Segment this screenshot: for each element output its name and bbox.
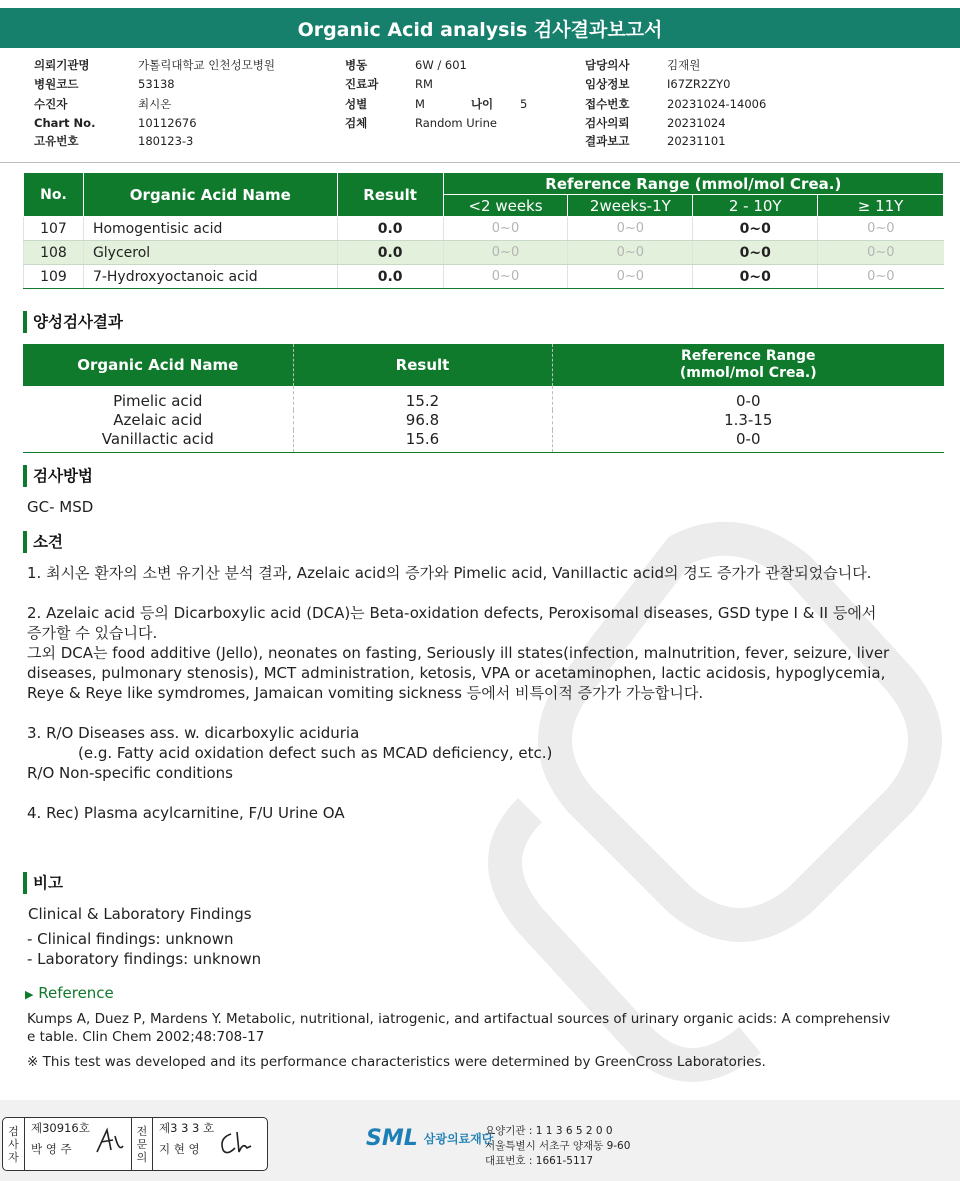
- info-label: 병원코드: [34, 77, 79, 92]
- row-ref: 0~0: [568, 241, 693, 265]
- table-row: [23, 430, 944, 452]
- col-header-name: Organic Acid Name: [83, 173, 337, 217]
- method-heading: 검사방법: [23, 465, 93, 487]
- info-label: 검사의뢰: [585, 116, 630, 131]
- row-name: Homogentisic acid: [83, 217, 337, 241]
- examiner-info: [25, 1118, 131, 1170]
- remarks-clinical: - Clinical findings: unknown: [27, 930, 234, 948]
- row-ref: 0~0: [818, 265, 944, 289]
- info-label: 성별: [345, 96, 368, 111]
- table-row: [24, 217, 944, 241]
- reference-line1: Kumps A, Duez P, Mardens Y. Metabolic, nutritional, iatrogenic, and artifactual sources of urinary organic acids: A comprehensiv: [27, 1011, 891, 1027]
- label-char: 검: [8, 1124, 19, 1138]
- row-ref: 1.3-15: [724, 411, 773, 429]
- row-ref: 0-0: [736, 392, 761, 410]
- finding-2-line2: 증가할 수 있습니다.: [27, 624, 158, 642]
- info-label: 접수번호: [585, 96, 630, 111]
- subheader-age: 2weeks-1Y: [568, 195, 693, 217]
- subheader-age: <2 weeks: [443, 195, 568, 217]
- row-result: 15.6: [293, 430, 552, 452]
- table-row: [24, 265, 944, 289]
- info-label: 진료과: [345, 77, 379, 92]
- examiner-id: 제30916호: [31, 1121, 90, 1135]
- row-ref: 0-0: [552, 430, 944, 452]
- col-header-result: Result: [337, 173, 443, 217]
- examiner-signature: [93, 1126, 127, 1158]
- row-result: 96.8: [293, 410, 552, 430]
- specialist-signature: [217, 1128, 255, 1158]
- label-char: 사: [8, 1137, 19, 1151]
- positive-results-table: [23, 344, 944, 453]
- row-ref: 0~0: [443, 265, 568, 289]
- row-ref: 0~0: [568, 265, 693, 289]
- finding-3-line1: 3. R/O Diseases ass. w. dicarboxylic aciduria: [27, 724, 360, 742]
- reference-label: Reference Range: [680, 348, 816, 364]
- row-no: 109: [24, 265, 84, 289]
- signature-box: [2, 1117, 268, 1171]
- row-ref: 0~0: [693, 265, 818, 289]
- info-value: I67ZR2ZY0: [667, 77, 731, 92]
- patient-info-col1: [34, 55, 275, 149]
- disclaimer-note: ※ This test was developed and its performance characteristics were determined by GreenCross Laboratories.: [27, 1054, 766, 1070]
- info-value: 10112676: [138, 116, 197, 131]
- table-row: [24, 241, 944, 265]
- table-row: [23, 410, 944, 430]
- row-no: 108: [24, 241, 84, 265]
- info-value: 180123-3: [138, 134, 194, 148]
- remarks-laboratory: - Laboratory findings: unknown: [27, 950, 262, 968]
- finding-2-line3: 그외 DCA는 food additive (Jello), neonates on fasting, Seriously ill states(infection, malnutrition, fever, seizure, liver: [27, 644, 890, 662]
- info-value: 김재원: [667, 57, 701, 72]
- method-text: GC- MSD: [27, 498, 94, 516]
- row-ref: 0~0: [568, 217, 693, 241]
- col-header-result: Result: [293, 344, 552, 386]
- row-ref: 0~0: [818, 217, 944, 241]
- specialist-info: [153, 1118, 259, 1170]
- org-contact: [485, 1124, 630, 1169]
- reference-label: Reference: [38, 984, 114, 1002]
- specialist-id: 제3 3 3 호: [159, 1121, 215, 1135]
- info-label: 결과보고: [585, 134, 630, 148]
- row-ref: 0~0: [443, 217, 568, 241]
- logo-mark: SML: [366, 1126, 418, 1151]
- reference-line2: e table. Clin Chem 2002;48:708-17: [27, 1029, 265, 1045]
- specialist-name: 지 현 영: [159, 1142, 200, 1156]
- col-header-name: Organic Acid Name: [23, 344, 293, 386]
- reference-heading: [25, 983, 114, 1005]
- org-logo: [366, 1126, 493, 1151]
- col-header-reference: Reference Range (mmol/mol Crea.): [443, 173, 943, 195]
- info-value: 20231024: [667, 116, 726, 131]
- row-name: Pimelic acid: [23, 386, 293, 410]
- row-ref: 0~0: [818, 241, 944, 265]
- finding-3-line2: (e.g. Fatty acid oxidation defect such as MCAD deficiency, etc.): [78, 744, 553, 762]
- age-label: 나이: [470, 96, 494, 111]
- info-value: Random Urine: [415, 116, 497, 131]
- label-char: 자: [8, 1150, 19, 1164]
- finding-2-line4: diseases, pulmonary stenosis), MCT administration, ketosis, VPA or acetaminophen, lactic acidosis, hypoglycemia,: [27, 664, 886, 682]
- finding-4: 4. Rec) Plasma acylcarnitine, F/U Urine OA: [27, 804, 345, 822]
- subheader-age: ≥ 11Y: [818, 195, 944, 217]
- row-ref: 0~0: [693, 217, 818, 241]
- findings-heading: 소견: [23, 531, 63, 553]
- row-name: 7-Hydroxyoctanoic acid: [83, 265, 337, 289]
- row-result: 0.0: [337, 241, 443, 265]
- examiner-label: [3, 1118, 25, 1170]
- org-name: 삼광의료재단: [423, 1132, 494, 1146]
- row-ref: 0~0: [693, 241, 818, 265]
- remarks-title: Clinical & Laboratory Findings: [28, 905, 252, 923]
- finding-2-line1: 2. Azelaic acid 등의 Dicarboxylic acid (DCA)는 Beta-oxidation defects, Peroxisomal diseases, GSD type I & II 등에서: [27, 604, 877, 622]
- row-name: Vanillactic acid: [23, 430, 293, 452]
- finding-1: 1. 최시온 환자의 소변 유기산 분석 결과, Azelaic acid의 증가와 Pimelic acid, Vanillactic acid의 경도 증가가 관찰되었습니다.: [27, 564, 872, 582]
- row-result: 0.0: [337, 265, 443, 289]
- label-char: 전: [136, 1124, 148, 1138]
- label-char: 의: [136, 1150, 148, 1164]
- row-name: Glycerol: [83, 241, 337, 265]
- info-label: 검체: [345, 116, 368, 131]
- info-label: 병동: [345, 57, 368, 72]
- info-label: 고유번호: [34, 134, 79, 148]
- patient-info-col2: [345, 55, 527, 133]
- table-row: [23, 386, 944, 410]
- specialist-label: [131, 1118, 153, 1170]
- col-header-reference: [552, 344, 944, 386]
- info-value: 가톨릭대학교 인천성모병원: [138, 57, 275, 72]
- label-char: 문: [136, 1137, 148, 1151]
- info-label: 임상정보: [585, 77, 630, 92]
- info-value: 53138: [138, 77, 175, 92]
- row-result: 0.0: [337, 217, 443, 241]
- row-name: Azelaic acid: [23, 410, 293, 430]
- info-value: 6W / 601: [415, 57, 467, 72]
- info-label: 담당의사: [585, 57, 630, 72]
- col-header-no: No.: [24, 173, 84, 217]
- organic-acid-table: [23, 172, 944, 289]
- info-value: M: [415, 96, 425, 111]
- finding-2-line5: Reye & Reye like symdromes, Jamaican vomiting sickness 등에서 비특이적 증가가 가능합니다.: [27, 684, 704, 702]
- row-ref: 0~0: [443, 241, 568, 265]
- info-label: Chart No.: [34, 116, 96, 131]
- subheader-age: 2 - 10Y: [693, 195, 818, 217]
- reference-unit: (mmol/mol Crea.): [679, 365, 817, 381]
- row-result: 15.2: [293, 386, 552, 410]
- info-label: 수진자: [34, 96, 68, 111]
- org-code: 요양기관 : 1 1 3 6 5 2 0 0: [485, 1125, 613, 1137]
- info-value: RM: [415, 77, 433, 92]
- age-value: 5: [519, 96, 528, 111]
- info-value: 20231024-14006: [667, 96, 767, 111]
- info-value: 20231101: [667, 134, 726, 148]
- patient-info-col3: [585, 55, 766, 149]
- positive-results-heading: 양성검사결과: [23, 311, 123, 333]
- org-phone: 대표번호 : 1661-5117: [485, 1155, 594, 1167]
- examiner-name: 박 영 주: [31, 1142, 72, 1156]
- header-divider: [0, 162, 960, 163]
- remarks-heading: 비고: [23, 872, 63, 894]
- finding-3-line3: R/O Non-specific conditions: [27, 764, 233, 782]
- row-no: 107: [24, 217, 84, 241]
- org-address: 서울특별시 서초구 양재동 9-60: [485, 1140, 631, 1152]
- info-value: 최시온: [138, 96, 172, 111]
- report-title: Organic Acid analysis 검사결과보고서: [0, 8, 960, 48]
- triangle-icon: ▶: [25, 988, 34, 1001]
- info-label: 의뢰기관명: [34, 57, 90, 72]
